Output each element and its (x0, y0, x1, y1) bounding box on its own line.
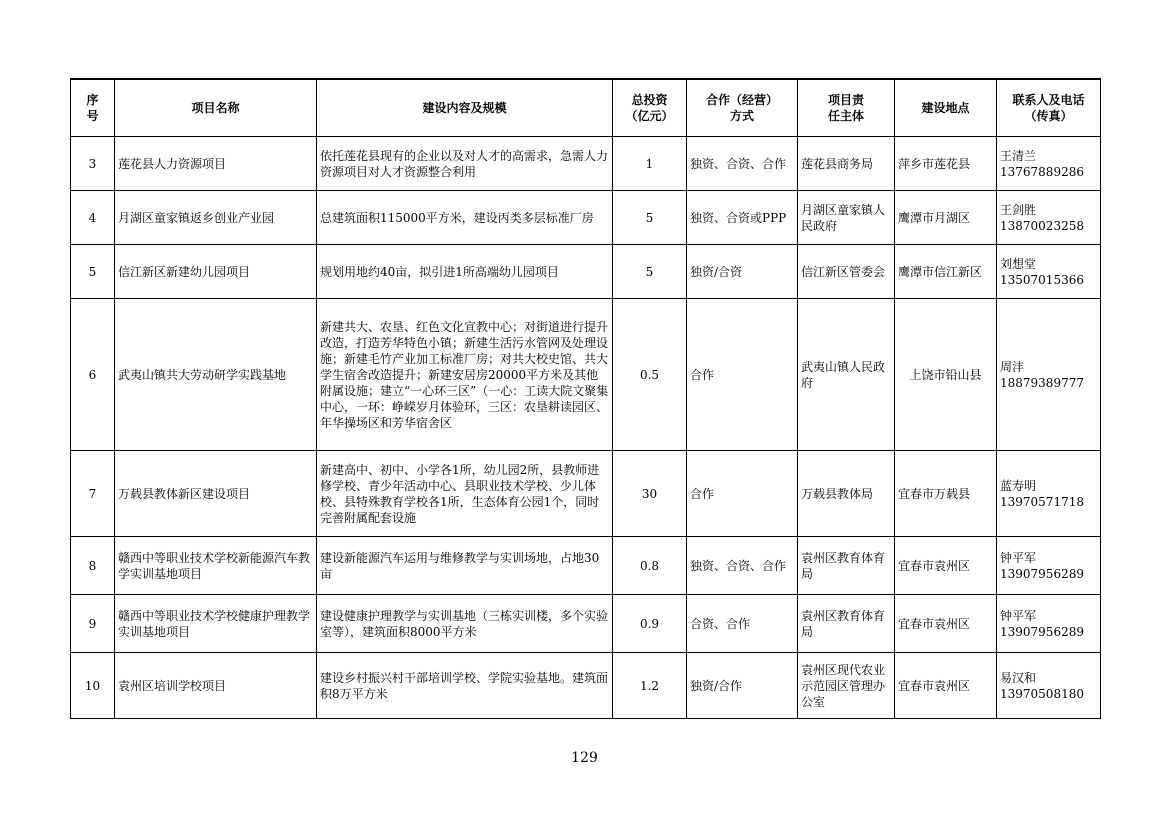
header-location: 建设地点 (895, 79, 997, 137)
cell-project-name: 莲花县人力资源项目 (115, 137, 317, 191)
cell-investment: 5 (613, 191, 687, 245)
cell-seq: 10 (71, 653, 115, 719)
cell-mode: 独资、合资或PPP (687, 191, 798, 245)
cell-owner: 袁州区教育体育局 (798, 595, 895, 653)
cell-location: 鹰潭市信江新区 (895, 245, 997, 299)
cell-mode: 独资、合资、合作 (687, 137, 798, 191)
cell-contact: 易汉和 13970508180 (997, 653, 1101, 719)
table-row (71, 191, 1101, 245)
cell-project-name: 袁州区培训学校项目 (115, 653, 317, 719)
table-row (71, 595, 1101, 653)
cell-contact: 王清兰 13767889286 (997, 137, 1101, 191)
cell-mode: 独资/合作 (687, 653, 798, 719)
cell-seq: 5 (71, 245, 115, 299)
table-row (71, 653, 1101, 719)
cell-contact: 周沣 18879389777 (997, 299, 1101, 451)
cell-seq: 7 (71, 451, 115, 537)
project-table-sheet (70, 78, 1100, 719)
cell-investment: 30 (613, 451, 687, 537)
cell-mode: 独资/合资 (687, 245, 798, 299)
cell-location: 萍乡市莲花县 (895, 137, 997, 191)
header-owner: 项目责 任主体 (798, 79, 895, 137)
cell-content: 总建筑面积115000平方米，建设丙类多层标准厂房 (317, 191, 613, 245)
cell-owner: 武夷山镇人民政府 (798, 299, 895, 451)
cell-mode: 合资、合作 (687, 595, 798, 653)
cell-content: 建设乡村振兴村干部培训学校、学院实验基地。建筑面积8万平方米 (317, 653, 613, 719)
header-content: 建设内容及规模 (317, 79, 613, 137)
cell-owner: 信江新区管委会 (798, 245, 895, 299)
cell-mode: 合作 (687, 451, 798, 537)
table-row (71, 137, 1101, 191)
cell-owner: 袁州区现代农业示范园区管理办公室 (798, 653, 895, 719)
cell-seq: 6 (71, 299, 115, 451)
page-number: 129 (571, 750, 598, 766)
cell-owner: 万载县教体局 (798, 451, 895, 537)
cell-contact: 王剑胜 13870023258 (997, 191, 1101, 245)
cell-mode: 合作 (687, 299, 798, 451)
cell-content: 依托莲花县现有的企业以及对人才的高需求，急需人力资源项目对人才资源整合利用 (317, 137, 613, 191)
header-seq: 序 号 (71, 79, 115, 137)
cell-content: 新建共大、农垦、红色文化宣教中心；对街道进行提升改造，打造芳华特色小镇；新建生活污水管网及处理设施；新建毛竹产业加工标准厂房；对共大校史馆、共大学生宿舍改造提升；新建安居房20000平方米及其他附属设施；建立“一心环三区”（一心：工读大院文聚集中心，一环：峥嵘岁月体验环，三区：农垦耕读园区、年华操场区和芳华宿舍区 (317, 299, 613, 451)
cell-location: 宜春市万载县 (895, 451, 997, 537)
cell-owner: 月湖区童家镇人民政府 (798, 191, 895, 245)
table-header-row (71, 79, 1101, 137)
project-table (70, 78, 1101, 719)
cell-location: 宜春市袁州区 (895, 595, 997, 653)
cell-project-name: 武夷山镇共大劳动研学实践基地 (115, 299, 317, 451)
cell-project-name: 月湖区童家镇返乡创业产业园 (115, 191, 317, 245)
cell-location: 上饶市铅山县 (895, 299, 997, 451)
header-investment: 总投资 （亿元） (613, 79, 687, 137)
cell-seq: 9 (71, 595, 115, 653)
cell-location: 宜春市袁州区 (895, 537, 997, 595)
cell-contact: 钟平军 13907956289 (997, 537, 1101, 595)
header-name: 项目名称 (115, 79, 317, 137)
cell-content: 建设新能源汽车运用与维修教学与实训场地，占地30亩 (317, 537, 613, 595)
cell-content: 新建高中、初中、小学各1所，幼儿园2所，县教师进修学校、青少年活动中心、县职业技术学校、少儿体校、县特殊教育学校各1所，生态体育公园1个，同时完善附属配套设施 (317, 451, 613, 537)
cell-location: 宜春市袁州区 (895, 653, 997, 719)
cell-contact: 刘想堂 13507015366 (997, 245, 1101, 299)
table-row (71, 299, 1101, 451)
cell-project-name: 信江新区新建幼儿园项目 (115, 245, 317, 299)
cell-project-name: 万载县教体新区建设项目 (115, 451, 317, 537)
table-body (71, 137, 1101, 719)
cell-seq: 3 (71, 137, 115, 191)
table-row (71, 537, 1101, 595)
cell-location: 鹰潭市月湖区 (895, 191, 997, 245)
cell-contact: 蓝寿明 13970571718 (997, 451, 1101, 537)
cell-content: 规划用地约40亩，拟引进1所高端幼儿园项目 (317, 245, 613, 299)
cell-seq: 8 (71, 537, 115, 595)
cell-investment: 0.8 (613, 537, 687, 595)
cell-investment: 5 (613, 245, 687, 299)
cell-content: 建设健康护理教学与实训基地（三栋实训楼，多个实验室等），建筑面积8000平方米 (317, 595, 613, 653)
cell-mode: 独资、合资、合作 (687, 537, 798, 595)
table-row (71, 451, 1101, 537)
cell-investment: 0.9 (613, 595, 687, 653)
table-row (71, 245, 1101, 299)
cell-owner: 袁州区教育体育局 (798, 537, 895, 595)
header-mode: 合作（经营） 方式 (687, 79, 798, 137)
cell-contact: 钟平军 13907956289 (997, 595, 1101, 653)
cell-investment: 0.5 (613, 299, 687, 451)
cell-investment: 1.2 (613, 653, 687, 719)
cell-owner: 莲花县商务局 (798, 137, 895, 191)
header-contact: 联系人及电话 （传真） (997, 79, 1101, 137)
cell-investment: 1 (613, 137, 687, 191)
cell-project-name: 赣西中等职业技术学校健康护理教学实训基地项目 (115, 595, 317, 653)
cell-seq: 4 (71, 191, 115, 245)
cell-project-name: 赣西中等职业技术学校新能源汽车教学实训基地项目 (115, 537, 317, 595)
